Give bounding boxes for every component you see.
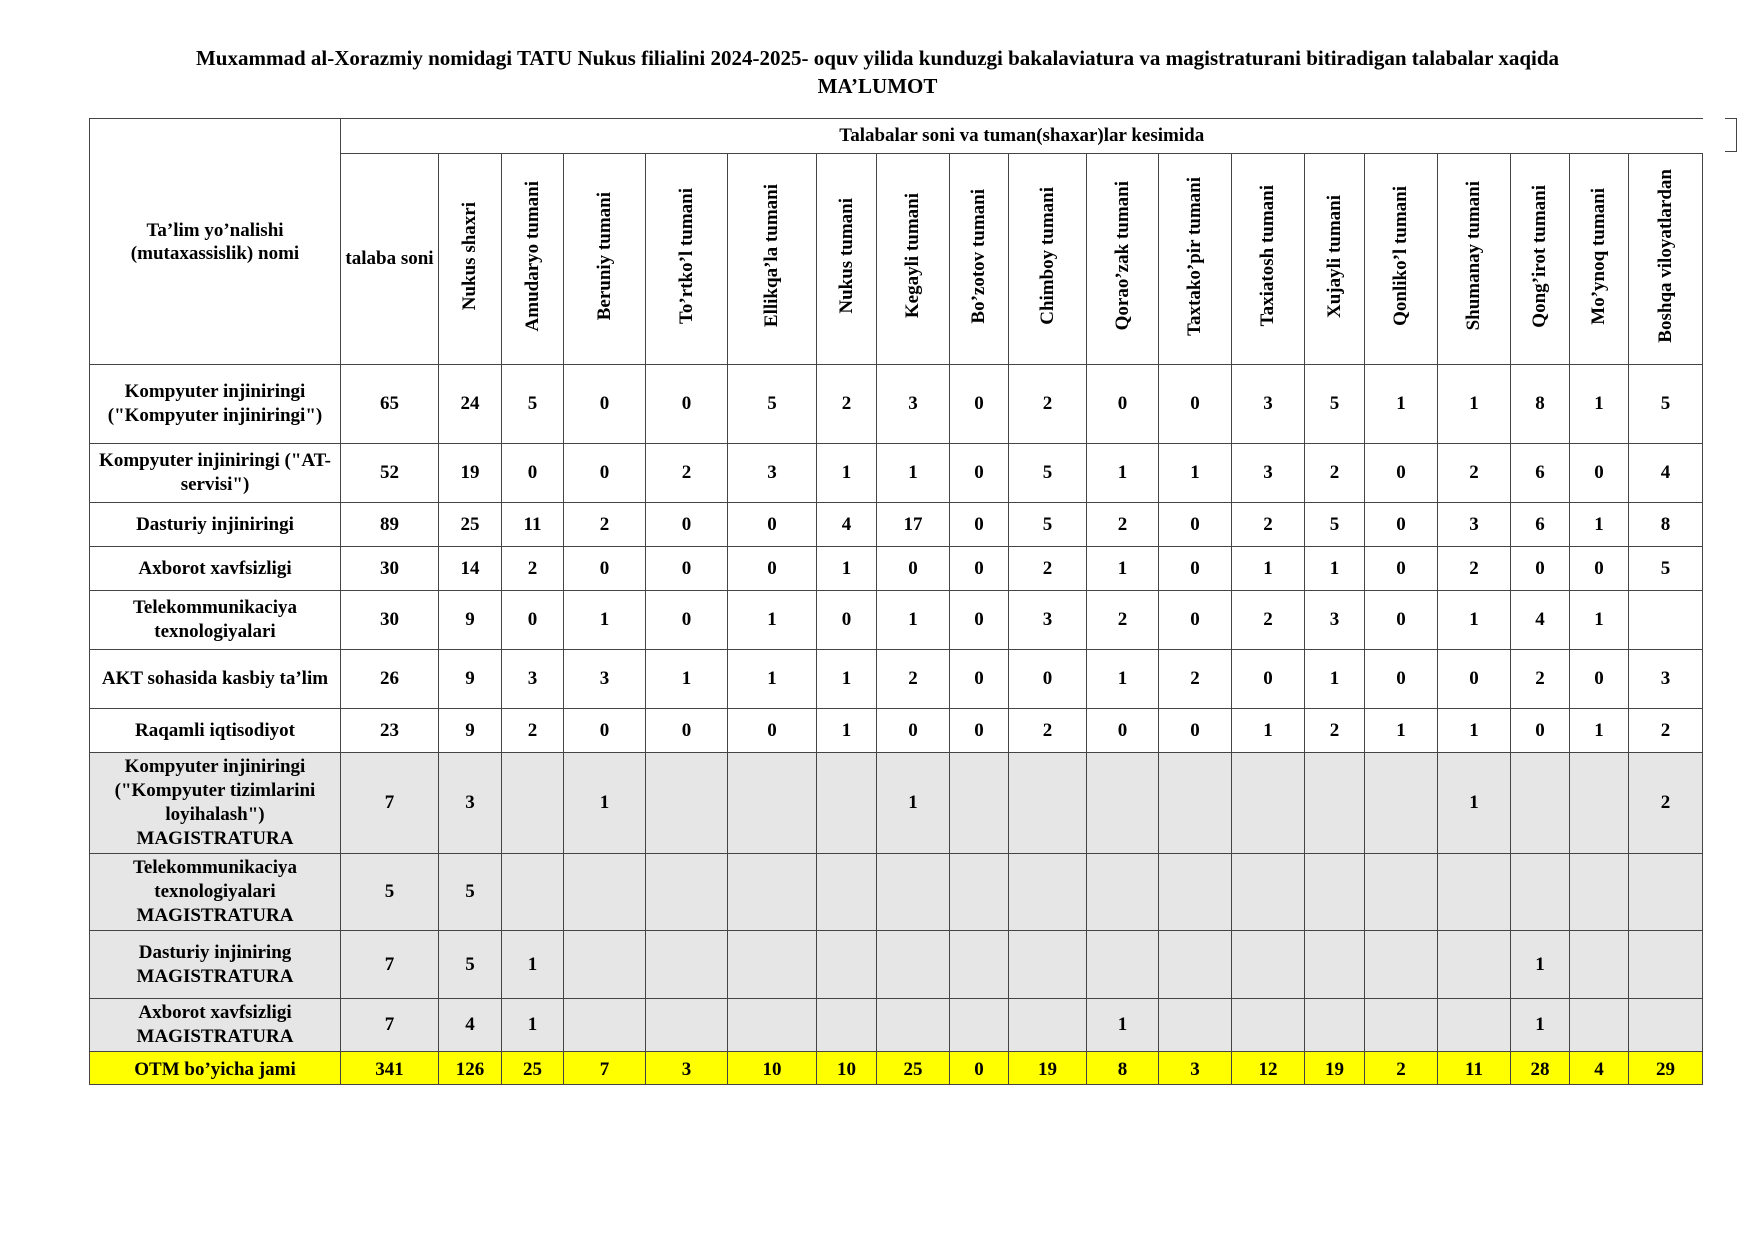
row-district-value: 0 [1087, 709, 1159, 753]
total-row [90, 1052, 1703, 1085]
row-district-value: 2 [502, 709, 564, 753]
row-district-value: 1 [877, 591, 950, 650]
row-district-value: 0 [1365, 503, 1438, 547]
table-row [90, 503, 1703, 547]
total-district-value: 7 [564, 1052, 646, 1085]
row-direction-name: AKT sohasida kasbiy ta’lim [90, 650, 341, 709]
table-row [90, 547, 1703, 591]
row-district-value [1087, 931, 1159, 999]
row-district-value: 1 [1087, 999, 1159, 1052]
row-district-value: 25 [439, 503, 502, 547]
row-district-value: 0 [817, 591, 877, 650]
row-district-value: 1 [1570, 709, 1629, 753]
table-row [90, 444, 1703, 503]
row-district-value: 0 [564, 709, 646, 753]
row-district-value: 1 [502, 931, 564, 999]
row-district-value: 8 [1511, 365, 1570, 444]
header-district: Chimboy tumani [1009, 154, 1087, 365]
row-district-value: 1 [817, 650, 877, 709]
row-district-value: 0 [950, 547, 1009, 591]
row-district-value: 0 [1570, 547, 1629, 591]
row-district-value [1438, 999, 1511, 1052]
row-district-value [1305, 999, 1365, 1052]
row-district-value: 1 [1511, 931, 1570, 999]
table-body [90, 365, 1703, 1085]
row-district-value [1511, 854, 1570, 931]
total-district-value: 28 [1511, 1052, 1570, 1085]
row-student-count: 30 [341, 547, 439, 591]
title-line-1: Muxammad al-Xorazmiy nomidagi TATU Nukus filialini 2024-2025- oquv yilida kunduzgi bakalaviatura va magistraturani bitiradigan talabalar xaqida [195, 46, 1560, 70]
row-district-value: 0 [1159, 365, 1232, 444]
row-district-value: 2 [1629, 709, 1703, 753]
header-direction-name: Ta’lim yo’nalishi (mutaxassislik) nomi [90, 119, 341, 365]
row-district-value: 1 [728, 650, 817, 709]
row-district-value: 5 [439, 931, 502, 999]
row-student-count: 7 [341, 753, 439, 854]
header-student-count: talaba soni [341, 154, 439, 365]
row-district-value: 0 [564, 444, 646, 503]
total-district-value: 29 [1629, 1052, 1703, 1085]
row-district-value: 5 [1629, 547, 1703, 591]
row-district-value: 0 [1009, 650, 1087, 709]
header-district: Bo’zotov tumani [950, 154, 1009, 365]
row-district-value: 2 [502, 547, 564, 591]
row-district-value [1629, 931, 1703, 999]
header-district: To’rtko’l tumani [646, 154, 728, 365]
row-direction-name: Axborot xavfsizligi MAGISTRATURA [90, 999, 341, 1052]
row-district-value: 0 [564, 365, 646, 444]
row-district-value [646, 854, 728, 931]
row-district-value [1087, 753, 1159, 854]
total-district-value: 19 [1009, 1052, 1087, 1085]
row-district-value [1009, 753, 1087, 854]
total-district-value: 11 [1438, 1052, 1511, 1085]
row-district-value: 2 [1009, 365, 1087, 444]
total-label: OTM bo’yicha jami [90, 1052, 341, 1085]
table-row [90, 854, 1703, 931]
row-district-value [1232, 931, 1305, 999]
row-district-value [1629, 854, 1703, 931]
row-district-value [950, 854, 1009, 931]
row-district-value: 0 [950, 591, 1009, 650]
total-district-value: 19 [1305, 1052, 1365, 1085]
row-district-value [728, 753, 817, 854]
row-district-value: 0 [1365, 591, 1438, 650]
row-student-count: 30 [341, 591, 439, 650]
row-student-count: 23 [341, 709, 439, 753]
row-district-value: 0 [1511, 547, 1570, 591]
row-district-value: 0 [1570, 650, 1629, 709]
row-district-value: 0 [950, 365, 1009, 444]
row-district-value: 3 [877, 365, 950, 444]
row-district-value [728, 931, 817, 999]
row-district-value [564, 999, 646, 1052]
row-district-value: 8 [1629, 503, 1703, 547]
row-district-value [1570, 999, 1629, 1052]
row-district-value [877, 931, 950, 999]
row-district-value [950, 931, 1009, 999]
row-district-value: 3 [564, 650, 646, 709]
row-district-value: 3 [502, 650, 564, 709]
row-district-value [1159, 753, 1232, 854]
total-district-value: 10 [817, 1052, 877, 1085]
row-district-value: 2 [1159, 650, 1232, 709]
row-district-value: 9 [439, 591, 502, 650]
table-row [90, 931, 1703, 999]
row-district-value [817, 999, 877, 1052]
row-district-value: 2 [564, 503, 646, 547]
row-district-value: 3 [439, 753, 502, 854]
row-district-value [1365, 854, 1438, 931]
row-district-value [1365, 753, 1438, 854]
total-district-value: 12 [1232, 1052, 1305, 1085]
row-district-value [817, 854, 877, 931]
header-district: Nukus shaxri [439, 154, 502, 365]
row-district-value [1438, 931, 1511, 999]
row-district-value: 14 [439, 547, 502, 591]
table-row [90, 591, 1703, 650]
row-district-value: 5 [502, 365, 564, 444]
row-district-value: 1 [877, 753, 950, 854]
row-district-value: 1 [564, 591, 646, 650]
row-district-value: 2 [1087, 503, 1159, 547]
row-district-value [877, 999, 950, 1052]
row-district-value: 1 [1159, 444, 1232, 503]
table-row [90, 365, 1703, 444]
row-student-count: 7 [341, 931, 439, 999]
row-district-value: 2 [1009, 547, 1087, 591]
row-district-value: 1 [728, 591, 817, 650]
row-district-value: 24 [439, 365, 502, 444]
row-district-value [1232, 753, 1305, 854]
row-district-value: 5 [439, 854, 502, 931]
row-district-value [564, 854, 646, 931]
row-district-value: 1 [564, 753, 646, 854]
row-district-value: 1 [1232, 547, 1305, 591]
header-district: Qorao’zak tumani [1087, 154, 1159, 365]
row-district-value: 5 [728, 365, 817, 444]
row-district-value [1511, 753, 1570, 854]
table-row [90, 753, 1703, 854]
row-direction-name: Telekommunikaciya texnologiyalari MAGISTRATURA [90, 854, 341, 931]
row-district-value: 2 [1087, 591, 1159, 650]
row-district-value: 0 [1159, 709, 1232, 753]
row-district-value: 1 [1438, 591, 1511, 650]
total-district-value: 2 [1365, 1052, 1438, 1085]
row-district-value: 0 [1511, 709, 1570, 753]
row-district-value: 0 [877, 547, 950, 591]
row-district-value: 1 [1087, 650, 1159, 709]
row-district-value: 0 [646, 503, 728, 547]
header-district: Shumanay tumani [1438, 154, 1511, 365]
row-district-value: 6 [1511, 503, 1570, 547]
header-district: Kegayli tumani [877, 154, 950, 365]
row-district-value: 1 [817, 547, 877, 591]
row-district-value [1009, 854, 1087, 931]
row-district-value: 1 [1305, 650, 1365, 709]
row-district-value: 0 [502, 444, 564, 503]
row-district-value: 1 [646, 650, 728, 709]
row-district-value: 3 [1305, 591, 1365, 650]
row-student-count: 89 [341, 503, 439, 547]
row-district-value [950, 999, 1009, 1052]
header-district: Taxtako’pir tumani [1159, 154, 1232, 365]
row-district-value: 1 [1570, 503, 1629, 547]
row-district-value [728, 854, 817, 931]
row-student-count: 5 [341, 854, 439, 931]
row-district-value: 0 [1570, 444, 1629, 503]
row-district-value: 1 [1232, 709, 1305, 753]
row-district-value: 0 [502, 591, 564, 650]
row-district-value: 4 [1511, 591, 1570, 650]
total-district-value: 3 [1159, 1052, 1232, 1085]
row-district-value: 0 [728, 709, 817, 753]
row-district-value: 5 [1629, 365, 1703, 444]
row-direction-name: Kompyuter injiniringi ("Kompyuter injiniringi") [90, 365, 341, 444]
row-district-value: 4 [817, 503, 877, 547]
row-district-value: 0 [1087, 365, 1159, 444]
row-district-value: 0 [646, 365, 728, 444]
row-district-value [877, 854, 950, 931]
row-district-value: 0 [950, 650, 1009, 709]
row-district-value [1232, 999, 1305, 1052]
row-district-value: 3 [1629, 650, 1703, 709]
header-extension [1725, 118, 1737, 152]
row-district-value: 1 [1305, 547, 1365, 591]
total-student-count: 341 [341, 1052, 439, 1085]
row-student-count: 52 [341, 444, 439, 503]
row-district-value: 3 [1232, 444, 1305, 503]
row-district-value [728, 999, 817, 1052]
row-district-value: 0 [1159, 547, 1232, 591]
row-district-value: 1 [1570, 365, 1629, 444]
row-district-value: 4 [439, 999, 502, 1052]
row-district-value [646, 931, 728, 999]
row-district-value [1159, 854, 1232, 931]
row-district-value: 0 [1365, 444, 1438, 503]
row-direction-name: Dasturiy injiniringi [90, 503, 341, 547]
header-district: Qonliko’l tumani [1365, 154, 1438, 365]
row-district-value [1009, 931, 1087, 999]
header-district: Mo’ynoq tumani [1570, 154, 1629, 365]
row-district-value [817, 931, 877, 999]
table-row [90, 709, 1703, 753]
row-district-value: 4 [1629, 444, 1703, 503]
row-district-value: 0 [1438, 650, 1511, 709]
row-direction-name: Dasturiy injiniring MAGISTRATURA [90, 931, 341, 999]
document-title [90, 44, 1665, 100]
row-district-value [1629, 999, 1703, 1052]
row-district-value: 0 [646, 709, 728, 753]
row-district-value [950, 753, 1009, 854]
row-district-value: 0 [950, 444, 1009, 503]
row-district-value: 1 [1438, 365, 1511, 444]
row-direction-name: Kompyuter injiniringi ("AT-servisi") [90, 444, 341, 503]
row-district-value [502, 854, 564, 931]
row-district-value: 3 [728, 444, 817, 503]
row-district-value: 3 [1232, 365, 1305, 444]
title-line-2: MA’LUMOT [817, 74, 938, 98]
row-district-value: 6 [1511, 444, 1570, 503]
row-student-count: 65 [341, 365, 439, 444]
row-direction-name: Axborot xavfsizligi [90, 547, 341, 591]
row-direction-name: Telekommunikaciya texnologiyalari [90, 591, 341, 650]
row-district-value: 2 [1511, 650, 1570, 709]
row-district-value: 2 [1629, 753, 1703, 854]
row-district-value: 2 [1438, 547, 1511, 591]
row-district-value: 1 [1511, 999, 1570, 1052]
row-district-value: 2 [817, 365, 877, 444]
row-district-value: 2 [877, 650, 950, 709]
row-district-value [502, 753, 564, 854]
row-district-value: 0 [1365, 547, 1438, 591]
row-district-value [1232, 854, 1305, 931]
row-district-value [1159, 931, 1232, 999]
row-district-value [1570, 931, 1629, 999]
row-district-value [1438, 854, 1511, 931]
header-district: Ellikqa’la tumani [728, 154, 817, 365]
row-district-value: 1 [1438, 709, 1511, 753]
row-district-value: 0 [646, 547, 728, 591]
row-district-value: 9 [439, 709, 502, 753]
row-student-count: 26 [341, 650, 439, 709]
row-district-value: 0 [728, 503, 817, 547]
table-row [90, 999, 1703, 1052]
header-district: Nukus tumani [817, 154, 877, 365]
row-district-value [646, 753, 728, 854]
row-district-value [1305, 931, 1365, 999]
row-district-value: 2 [1305, 444, 1365, 503]
row-district-value: 11 [502, 503, 564, 547]
row-direction-name: Kompyuter injiniringi ("Kompyuter tizimlarini loyihalash") MAGISTRATURA [90, 753, 341, 854]
row-district-value [1570, 854, 1629, 931]
row-district-value: 0 [564, 547, 646, 591]
header-district: Taxiatosh tumani [1232, 154, 1305, 365]
row-district-value: 1 [1087, 547, 1159, 591]
row-district-value [817, 753, 877, 854]
total-district-value: 25 [502, 1052, 564, 1085]
row-district-value: 0 [1159, 503, 1232, 547]
row-district-value: 0 [950, 709, 1009, 753]
row-district-value: 2 [1438, 444, 1511, 503]
row-district-value: 1 [502, 999, 564, 1052]
row-district-value: 2 [1009, 709, 1087, 753]
row-district-value: 9 [439, 650, 502, 709]
row-district-value: 1 [1365, 709, 1438, 753]
row-direction-name: Raqamli iqtisodiyot [90, 709, 341, 753]
row-district-value [1087, 854, 1159, 931]
row-district-value [1009, 999, 1087, 1052]
row-district-value: 5 [1009, 444, 1087, 503]
row-district-value [1365, 999, 1438, 1052]
row-district-value: 1 [817, 709, 877, 753]
total-district-value: 10 [728, 1052, 817, 1085]
row-district-value: 3 [1009, 591, 1087, 650]
row-district-value: 2 [1305, 709, 1365, 753]
table-row [90, 650, 1703, 709]
row-district-value [1159, 999, 1232, 1052]
row-district-value: 1 [1365, 365, 1438, 444]
header-district: Amudaryo tumani [502, 154, 564, 365]
row-district-value [1305, 854, 1365, 931]
total-district-value: 4 [1570, 1052, 1629, 1085]
header-district: Qong’irot tumani [1511, 154, 1570, 365]
row-district-value: 5 [1305, 365, 1365, 444]
row-district-value: 19 [439, 444, 502, 503]
row-district-value: 1 [1438, 753, 1511, 854]
row-district-value: 1 [877, 444, 950, 503]
row-district-value: 3 [1438, 503, 1511, 547]
row-district-value [564, 931, 646, 999]
row-district-value: 0 [728, 547, 817, 591]
total-district-value: 25 [877, 1052, 950, 1085]
row-district-value [1365, 931, 1438, 999]
total-district-value: 0 [950, 1052, 1009, 1085]
row-district-value [1629, 591, 1703, 650]
row-student-count: 7 [341, 999, 439, 1052]
row-district-value: 17 [877, 503, 950, 547]
row-district-value: 2 [646, 444, 728, 503]
row-district-value [646, 999, 728, 1052]
header-districts-group: Talabalar soni va tuman(shaxar)lar kesimida [341, 119, 1703, 154]
row-district-value: 5 [1305, 503, 1365, 547]
row-district-value: 0 [877, 709, 950, 753]
graduates-table [89, 118, 1703, 1085]
row-district-value: 2 [1232, 503, 1305, 547]
row-district-value: 0 [1232, 650, 1305, 709]
header-district: Boshqa viloyatlardan [1629, 154, 1703, 365]
row-district-value: 0 [646, 591, 728, 650]
total-district-value: 3 [646, 1052, 728, 1085]
header-district: Xujayli tumani [1305, 154, 1365, 365]
row-district-value: 1 [817, 444, 877, 503]
header-district: Beruniy tumani [564, 154, 646, 365]
row-district-value: 0 [950, 503, 1009, 547]
row-district-value: 0 [1365, 650, 1438, 709]
total-district-value: 126 [439, 1052, 502, 1085]
row-district-value [1570, 753, 1629, 854]
row-district-value: 5 [1009, 503, 1087, 547]
row-district-value: 1 [1087, 444, 1159, 503]
row-district-value [1305, 753, 1365, 854]
row-district-value: 1 [1570, 591, 1629, 650]
row-district-value: 2 [1232, 591, 1305, 650]
total-district-value: 8 [1087, 1052, 1159, 1085]
row-district-value: 0 [1159, 591, 1232, 650]
